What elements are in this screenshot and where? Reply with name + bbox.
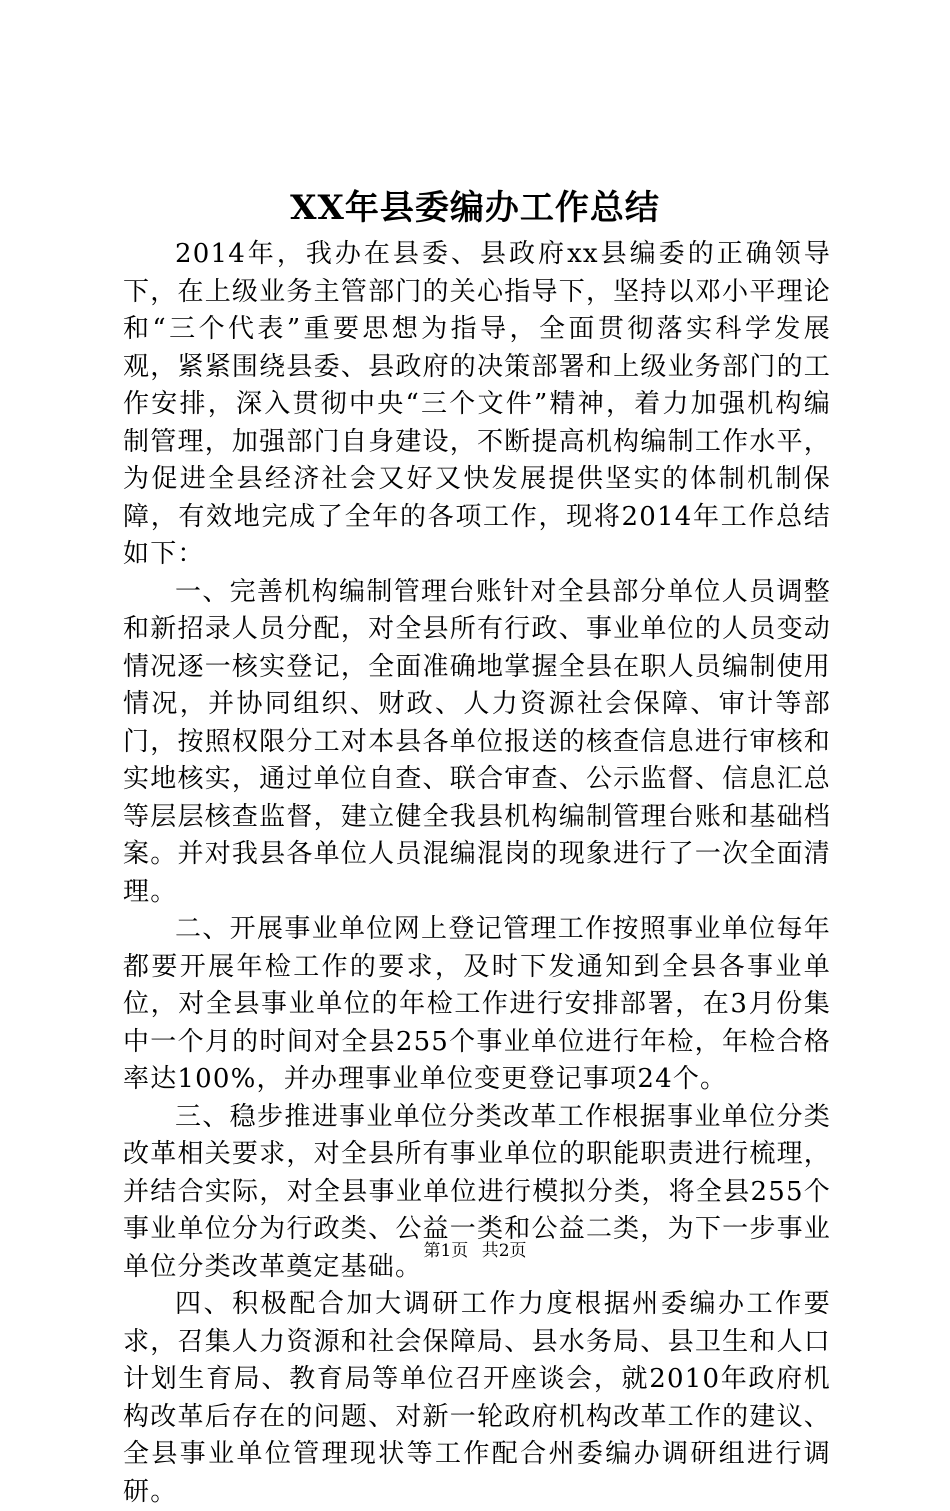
paragraph-section-4: 四、积极配合加大调研工作力度根据州委编办工作要求，召集人力资源和社会保障局、县水务局、县卫生和人口计划生育局、教育局等单位召开座谈会，就2010年政府机构改革后存在的问题、对新一轮政府机构改革工作的建议、全县事业单位管理现状等工作配合州委编办调研组进行调研。 (123, 1289, 831, 1507)
paragraph-section-2: 二、开展事业单位网上登记管理工作按照事业单位每年都要开展年检工作的要求，及时下发通知到全县各事业单位，对全县事业单位的年检工作进行安排部署，在3月份集中一个月的时间对全县255个事业单位进行年检，年检合格率达100%，并办理事业单位变更登记事项24个。 (123, 914, 831, 1094)
page-number-current: 第1页 (423, 1241, 469, 1261)
document-body (123, 236, 831, 1511)
paragraph-intro: 2014年，我办在县委、县政府xx县编委的正确领导下，在上级业务主管部门的关心指导下，坚持以邓小平理论和“三个代表”重要思想为指导，全面贯彻落实科学发展观，紧紧围绕县委、县政府的决策部署和上级业务部门的工作安排，深入贯彻中央“三个文件”精神，着力加强机构编制管理，加强部门自身建设，不断提高机构编制工作水平，为促进全县经济社会又好又快发展提供坚实的体制机制保障，有效地完成了全年的各项工作，现将2014年工作总结如下： (123, 239, 831, 569)
page-number-total: 共2页 (481, 1241, 527, 1261)
paragraph-section-3: 三、稳步推进事业单位分类改革工作根据事业单位分类改革相关要求，对全县所有事业单位的职能职责进行梳理，并结合实际，对全县事业单位进行模拟分类，将全县255个事业单位分为行政类、公益一类和公益二类，为下一步事业单位分类改革奠定基础。 (123, 1101, 831, 1282)
document-title: XX年县委编办工作总结 (290, 188, 660, 228)
page-footer (0, 1240, 950, 1262)
paragraph-section-1: 一、完善机构编制管理台账针对全县部分单位人员调整和新招录人员分配，对全县所有行政、事业单位的人员变动情况逐一核实登记，全面准确地掌握全县在职人员编制使用情况，并协同组织、财政、人力资源社会保障、审计等部门，按照权限分工对本县各单位报送的核查信息进行审核和实地核实，通过单位自查、联合审查、公示监督、信息汇总等层层核查监督，建立健全我县机构编制管理台账和基础档案。并对我县各单位人员混编混岗的现象进行了一次全面清理。 (123, 576, 831, 907)
